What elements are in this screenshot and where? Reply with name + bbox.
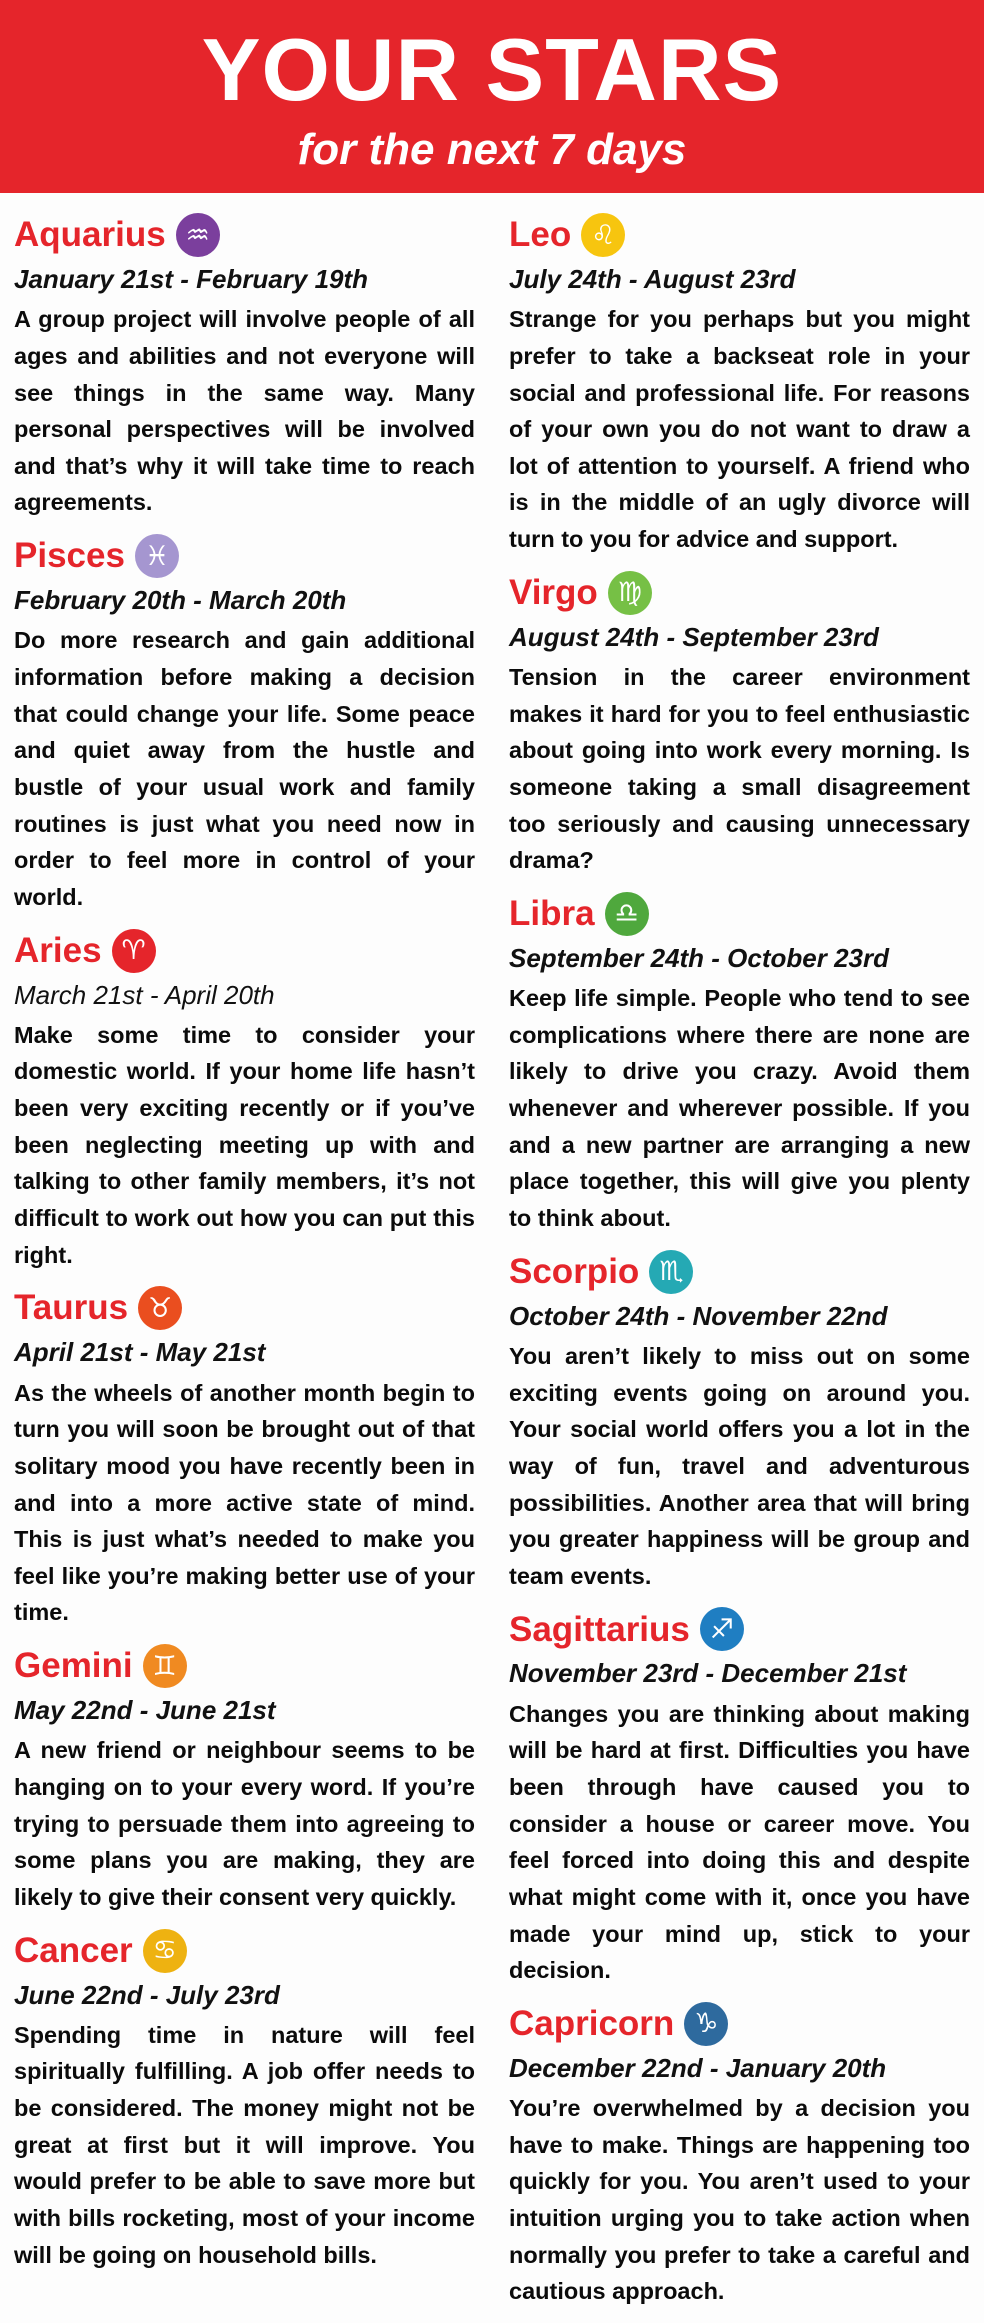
sign-section-capricorn [509, 2002, 970, 2310]
sign-heading [509, 2002, 970, 2046]
sign-heading [509, 213, 970, 257]
sign-name: Aries [14, 930, 102, 970]
sign-section-aquarius [14, 213, 475, 521]
header-banner [0, 0, 984, 193]
virgo-icon: ♍ [608, 571, 652, 615]
sign-heading [14, 929, 475, 973]
sign-heading [14, 213, 475, 257]
sign-text: Spending time in nature will feel spiritually fulfilling. A job offer needs to be considered. The money might not be great at first but it will improve. You would prefer to be able to save more but with bills rocketing, most of your income will be going on household bills. [14, 2021, 475, 2268]
sign-dates: October 24th - November 22nd [509, 1300, 888, 1331]
scorpio-icon: ♏ [649, 1250, 693, 1294]
sign-text: You’re overwhelmed by a decision you have to make. Things are happening too quickly for you. You aren’t used to your intuition urging you to take action when normally you prefer to take a careful and cautious approach. [509, 2095, 970, 2305]
sign-dates: November 23rd - December 21st [509, 1658, 907, 1689]
sign-heading [14, 1644, 475, 1688]
sign-name: Taurus [14, 1288, 129, 1328]
leo-icon: ♌ [581, 213, 625, 257]
sign-name: Gemini [14, 1646, 133, 1686]
sign-text: As the wheels of another month begin to turn you will soon be brought out of that solitary mood you have recently been in and into a more active state of mind. This is just what’s needed to make you feel like you’re making better use of your time. [14, 1379, 475, 1626]
sign-dates: July 24th - August 23rd [509, 264, 796, 294]
sign-dates: December 22nd - January 20th [509, 2052, 887, 2083]
sign-heading [509, 1607, 970, 1651]
sign-section-gemini [14, 1644, 475, 1915]
sign-name: Aquarius [14, 215, 166, 255]
sign-name: Leo [509, 215, 572, 255]
cancer-icon: ♋ [143, 1929, 187, 1973]
right-column [509, 213, 970, 2323]
sign-heading [14, 1286, 475, 1330]
sign-section-aries [14, 929, 475, 1274]
sign-name: Cancer [14, 1930, 133, 1970]
sign-section-sagittarius [509, 1607, 970, 1988]
sign-dates: May 22nd - June 21st [14, 1695, 276, 1726]
sagittarius-icon: ♐ [700, 1607, 744, 1651]
sign-heading [14, 534, 475, 578]
sign-section-taurus [14, 1286, 475, 1631]
aries-icon: ♈ [112, 929, 156, 973]
sign-dates: June 22nd - July 23rd [14, 1979, 280, 2010]
sign-dates: August 24th - September 23rd [509, 621, 879, 652]
left-column [14, 213, 475, 2323]
sign-dates: March 21st - April 20th [14, 979, 275, 1010]
sign-dates: September 24th - October 23rd [509, 942, 889, 973]
libra-icon: ♎ [605, 892, 649, 936]
sign-dates: January 21st - February 19th [14, 264, 369, 294]
sign-text: Tension in the career environment makes it hard for you to feel enthusiastic about going into work every morning. Is someone taking a small disagreement too seriously and causing unnecessary drama? [509, 663, 970, 874]
sign-section-leo [509, 213, 970, 558]
sign-heading [509, 892, 970, 936]
sign-text: A group project will involve people of all ages and abilities and not everyone will see things in the same way. Many personal perspectives will be involved and that’s why it will take time to reach agreements. [14, 306, 475, 516]
gemini-icon: ♊ [143, 1644, 187, 1688]
page-subtitle: for the next 7 days [297, 124, 687, 174]
sign-dates: February 20th - March 20th [14, 585, 347, 616]
pisces-icon: ♓ [135, 534, 179, 578]
page-title: YOUR STARS [201, 19, 783, 119]
horoscope-columns [0, 193, 984, 2323]
sign-text: Keep life simple. People who tend to see complications where there are none are likely to drive you crazy. Avoid them whenever and wherever possible. If you and a new partner are arranging a new place together, this will give you plenty to think about. [509, 985, 970, 1232]
taurus-icon: ♉ [138, 1286, 182, 1330]
sign-name: Libra [509, 894, 595, 934]
sign-section-virgo [509, 571, 970, 879]
sign-name: Virgo [509, 572, 598, 612]
sign-text: Do more research and gain additional information before making a decision that could change your life. Some peace and quiet away from the hustle and bustle of your usual work and family routines is just what you need now in order to feel more in control of your world. [14, 627, 475, 910]
aquarius-icon: ♒ [176, 213, 220, 257]
sign-heading [509, 1250, 970, 1294]
sign-text: Make some time to consider your domestic world. If your home life hasn’t been very exciting recently or if you’ve been neglecting meeting up with and talking to other family members, it’s not difficult to work out how you can put this right. [14, 1021, 475, 1268]
sign-heading [14, 1929, 475, 1973]
capricorn-icon: ♑ [684, 2002, 728, 2046]
sign-name: Scorpio [509, 1251, 640, 1291]
sign-heading [509, 571, 970, 615]
sign-dates: April 21st - May 21st [14, 1337, 266, 1368]
sign-name: Sagittarius [509, 1609, 690, 1649]
sign-name: Capricorn [509, 2004, 675, 2044]
sign-text: Strange for you perhaps but you might prefer to take a backseat role in your social and professional life. For reasons of your own you do not want to draw a lot of attention to yourself. A friend who is in the middle of an ugly divorce will turn to you for advice and support. [509, 306, 970, 553]
sign-section-pisces [14, 534, 475, 915]
sign-name: Pisces [14, 536, 125, 576]
sign-section-cancer [14, 1929, 475, 2274]
sign-text: You aren’t likely to miss out on some exciting events going on around you. Your social world offers you a lot in the way of fun, travel and adventurous possibilities. Another area that will bring you greater happiness will be group and team events. [509, 1342, 970, 1589]
sign-text: A new friend or neighbour seems to be hanging on to your every word. If you’re trying to persuade them into agreeing to some plans you are making, they are likely to give their consent very quickly. [14, 1737, 475, 1910]
sign-text: Changes you are thinking about making will be hard at first. Difficulties you have been through have caused you to consider a house or career move. You feel forced into doing this and despite what might come with it, once you have made your mind up, stick to your decision. [509, 1700, 970, 1984]
sign-section-scorpio [509, 1250, 970, 1595]
sign-section-libra [509, 892, 970, 1237]
